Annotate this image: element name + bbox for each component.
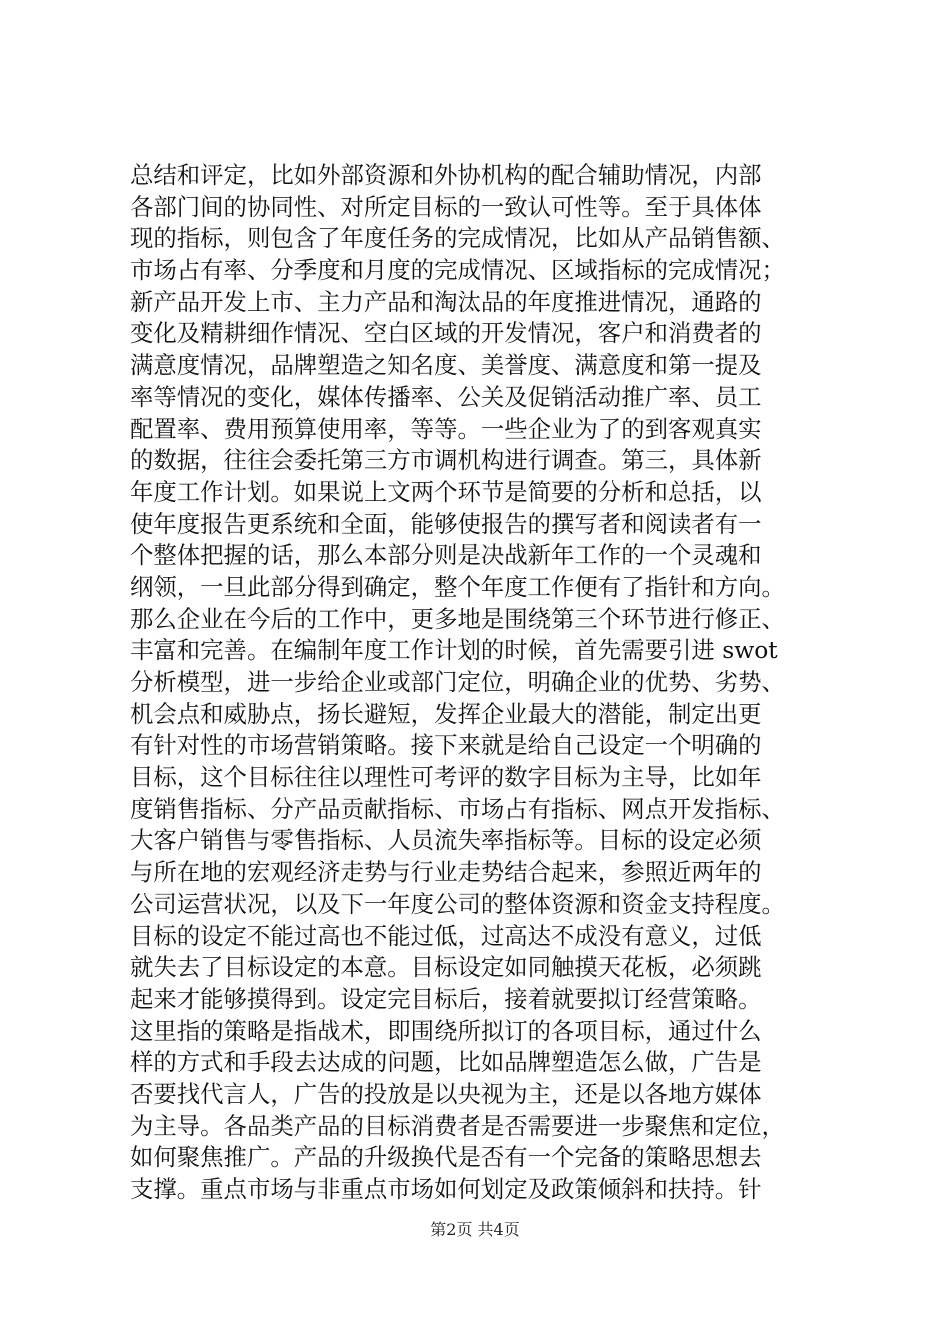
text-line: 满意度情况，品牌塑造之知名度、美誉度、满意度和第一提及 — [130, 351, 762, 380]
text-line: 的数据，往往会委托第三方市调机构进行调查。第三，具体新 — [130, 446, 762, 475]
text-line: 纲领，一旦此部分得到确定，整个年度工作便有了指针和方向。 — [130, 572, 785, 601]
text-line: 个整体把握的话，那么本部分则是决战新年工作的一个灵魂和 — [130, 541, 762, 570]
text-line: 起来才能够摸得到。设定完目标后，接着就要拟订经营策略。 — [130, 984, 762, 1013]
text-line: 率等情况的变化，媒体传播率、公关及促销活动推广率、员工 — [130, 382, 762, 411]
text-line: 丰富和完善。在编制年度工作计划的时候，首先需要引进 swot — [130, 636, 778, 665]
text-line: 这里指的策略是指战术，即围绕所拟订的各项目标，通过什么 — [130, 1016, 762, 1045]
text-line: 机会点和威胁点，扬长避短，发挥企业最大的潜能，制定出更 — [130, 699, 762, 728]
text-line: 公司运营状况，以及下一年度公司的整体资源和资金支持程度。 — [130, 889, 785, 918]
page-number-footer: 第2页 共4页 — [430, 1220, 520, 1239]
text-line: 目标，这个目标往往以理性可考评的数字目标为主导，比如年 — [130, 763, 762, 792]
text-line: 大客户销售与零售指标、人员流失率指标等。目标的设定必须 — [130, 826, 762, 855]
text-line: 市场占有率、分季度和月度的完成情况、区域指标的完成情况； — [130, 256, 785, 285]
text-line: 使年度报告更系统和全面，能够使报告的撰写者和阅读者有一 — [130, 509, 762, 538]
text-line: 支撑。重点市场与非重点市场如何划定及政策倾斜和扶持。针 — [130, 1175, 762, 1203]
text-line: 与所在地的宏观经济走势与行业走势结合起来，参照近两年的 — [130, 858, 762, 887]
text-line: 有针对性的市场营销策略。接下来就是给自己设定一个明确的 — [130, 731, 762, 760]
text-line: 如何聚焦推广。产品的升级换代是否有一个完备的策略思想去 — [130, 1143, 762, 1172]
text-line: 变化及精耕细作情况、空白区域的开发情况，客户和消费者的 — [130, 319, 762, 348]
text-line: 目标的设定不能过高也不能过低，过高达不成没有意义，过低 — [130, 921, 762, 950]
text-line: 配置率、费用预算使用率，等等。一些企业为了的到客观真实 — [130, 414, 762, 443]
text-line: 分析模型，进一步给企业或部门定位，明确企业的优势、劣势、 — [130, 668, 785, 696]
text-line: 那么企业在今后的工作中，更多地是围绕第三个环节进行修正、 — [130, 604, 785, 633]
text-line: 现的指标，则包含了年度任务的完成情况，比如从产品销售额、 — [130, 224, 785, 253]
text-line: 否要找代言人，广告的投放是以央视为主，还是以各地方媒体 — [130, 1079, 762, 1108]
text-line: 就失去了目标设定的本意。目标设定如同触摸天花板，必须跳 — [130, 953, 762, 982]
text-line: 年度工作计划。如果说上文两个环节是简要的分析和总括，以 — [130, 477, 762, 506]
text-line: 各部门间的协同性、对所定目标的一致认可性等。至于具体体 — [130, 192, 762, 221]
text-line: 总结和评定，比如外部资源和外协机构的配合辅助情况，内部 — [130, 161, 762, 189]
text-line: 为主导。各品类产品的目标消费者是否需要进一步聚焦和定位， — [130, 1111, 785, 1140]
text-line: 样的方式和手段去达成的问题，比如品牌塑造怎么做，广告是 — [130, 1048, 762, 1077]
text-line: 度销售指标、分产品贡献指标、市场占有指标、网点开发指标、 — [130, 794, 785, 823]
body-text — [130, 160, 830, 1206]
text-line: 新产品开发上市、主力产品和淘汰品的年度推进情况，通路的 — [130, 287, 762, 316]
